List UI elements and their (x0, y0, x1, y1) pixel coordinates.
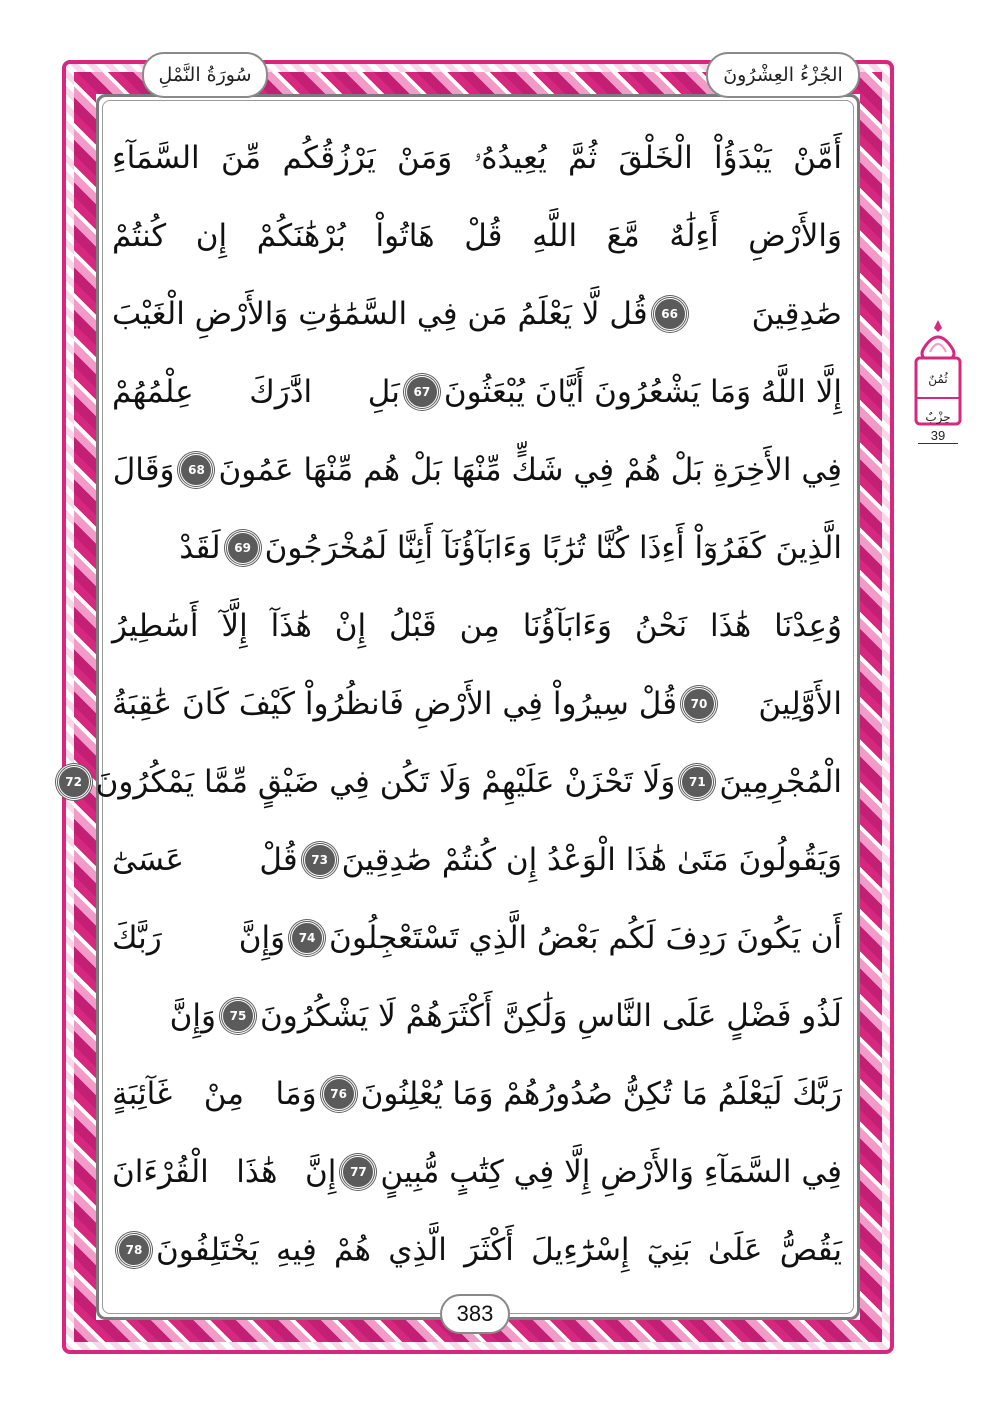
verse-line (112, 984, 842, 1048)
verse-text: إِلَّا اللَّهُ وَمَا يَشْعُرُونَ أَيَّانَ يُبْعَثُونَ (443, 374, 842, 410)
hizb-number: 39 (918, 428, 958, 444)
hizb-quarter-marker (912, 318, 964, 454)
page-number: 383 (440, 1294, 510, 1334)
verse-text: قُل لَّا يَعْلَمُ مَن فِي السَّمَٰوَٰتِ وَالأَرْضِ الْغَيْبَ (112, 296, 648, 332)
ayah-number-marker: 77 (340, 1154, 376, 1190)
verse-text: وَالأَرْضِ أَءِلَٰهٌ مَّعَ اللَّهِ قُلْ هَاتُواْ بُرْهَٰنَكُمْ إِن كُنتُمْ (112, 218, 842, 254)
verse-line (112, 1218, 842, 1282)
hizb-label: حِزْبٌ (925, 410, 951, 424)
verse-text: لَقَدْ (179, 530, 221, 566)
verse-line (112, 906, 842, 970)
verse-text: أَن يَكُونَ رَدِفَ لَكُم بَعْضُ الَّذِي تَسْتَعْجِلُونَ (329, 920, 842, 956)
verse-text: أَمَّنْ يَبْدَؤُاْ الْخَلْقَ ثُمَّ يُعِيدُهُۥ وَمَنْ يَرْزُقُكُم مِّنَ السَّمَآءِ (112, 139, 842, 176)
verse-line (112, 282, 842, 346)
verse-text: رَبَّكَ لَيَعْلَمُ مَا تُكِنُّ صُدُورُهُمْ وَمَا يُعْلِنُونَ (360, 1076, 842, 1112)
verse-text: قُلْ عَسَىٰٓ (112, 842, 298, 878)
ayah-number-marker: 68 (178, 452, 214, 488)
verse-text: صَٰدِقِينَ (751, 296, 842, 332)
verse-text: وَيَقُولُونَ مَتَىٰ هَٰذَا الْوَعْدُ إِن كُنتُمْ صَٰدِقِينَ (341, 842, 842, 878)
ayah-number-marker: 66 (652, 296, 688, 332)
ayah-number-marker: 70 (681, 686, 717, 722)
ayah-number-marker: 72 (56, 764, 92, 800)
verse-text: الأَوَّلِينَ (758, 686, 842, 722)
verse-line (112, 438, 842, 502)
verse-line (112, 1062, 842, 1126)
surah-label: سُورَةُ النَّمْلِ (142, 52, 268, 98)
verse-text: وَإِنَّ (169, 998, 216, 1034)
verse-text: الَّذِينَ كَفَرُوٓاْ أَءِذَا كُنَّا تُرَٰبًا وَءَابَآؤُنَآ أَئِنَّا لَمُخْرَجُونَ (264, 530, 842, 566)
verse-line (112, 1140, 842, 1204)
ayah-number-marker: 76 (321, 1076, 357, 1112)
verse-text: وَلَا تَحْزَنْ عَلَيْهِمْ وَلَا تَكُن فِي ضَيْقٍ مِّمَّا يَمْكُرُونَ (95, 764, 676, 800)
verse-line (112, 672, 842, 736)
verse-text: فِي الأَخِرَةِ بَلْ هُمْ فِي شَكٍّ مِّنْهَا بَلْ هُم مِّنْهَا عَمُونَ (218, 452, 842, 488)
eighth-label: ثُمُنٌ (928, 372, 948, 386)
verse-text: يَقُصُّ عَلَىٰ بَنِيٓ إِسْرَٰٓءِيلَ أَكْثَرَ الَّذِي هُمْ فِيهِ يَخْتَلِفُونَ (156, 1232, 842, 1268)
juz-label: الجُزْءُ العِشْرُونَ (706, 52, 860, 98)
ayah-number-marker: 67 (404, 374, 440, 410)
verse-line (112, 126, 842, 190)
verse-text: الْمُجْرِمِينَ (719, 764, 842, 800)
ayah-number-marker: 69 (225, 530, 261, 566)
verse-text: بَلِ ادَّٰرَكَ عِلْمُهُمْ (112, 374, 400, 410)
verse-text: وَمَا مِنْ غَآئِبَةٍ (112, 1076, 317, 1112)
verse-text: وَقَالَ (112, 452, 175, 488)
verse-text: وَإِنَّ رَبَّكَ (112, 920, 286, 956)
verse-line (112, 828, 842, 892)
quran-text-block (65, 112, 842, 1302)
ayah-number-marker: 74 (289, 920, 325, 956)
ayah-number-marker: 78 (116, 1232, 152, 1268)
ayah-number-marker: 75 (220, 998, 256, 1034)
verse-text: فِي السَّمَآءِ وَالأَرْضِ إِلَّا فِي كِتَٰبٍ مُّبِينٍ (380, 1154, 842, 1190)
verse-line (112, 360, 842, 424)
ayah-number-marker: 73 (302, 842, 338, 878)
verse-text: قُلْ سِيرُواْ فِي الأَرْضِ فَانظُرُواْ كَيْفَ كَانَ عَٰقِبَةُ (112, 686, 678, 722)
verse-line (112, 204, 842, 268)
verse-line (65, 750, 842, 814)
verse-text: وُعِدْنَا هَٰذَا نَحْنُ وَءَابَآؤُنَا مِن قَبْلُ إِنْ هَٰذَآ إِلَّآ أَسَٰطِيرُ (112, 608, 842, 644)
verse-text: لَذُو فَضْلٍ عَلَى النَّاسِ وَلَٰكِنَّ أَكْثَرَهُمْ لَا يَشْكُرُونَ (259, 998, 842, 1034)
verse-line (112, 516, 842, 580)
verse-line (112, 594, 842, 658)
ayah-number-marker: 71 (679, 764, 715, 800)
verse-text: إِنَّ هَٰذَا الْقُرْءَانَ (112, 1154, 337, 1190)
